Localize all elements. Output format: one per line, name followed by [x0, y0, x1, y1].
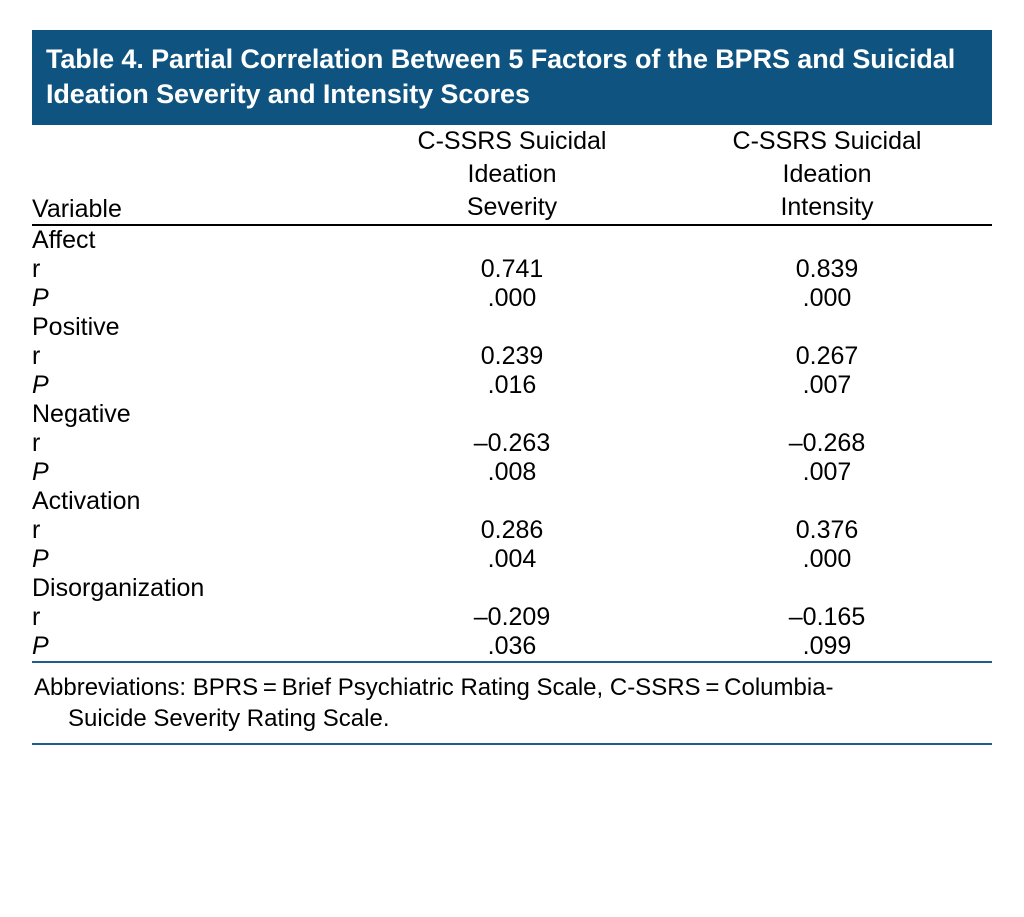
- value-r-intensity: 0.376: [795, 516, 859, 545]
- stat-label-p: P: [32, 371, 49, 400]
- group-label-disorganization: Disorganization: [32, 574, 205, 603]
- correlation-table: [32, 125, 992, 661]
- value-p-severity: .000: [487, 284, 537, 313]
- table-row: [32, 255, 992, 284]
- group-label-negative: Negative: [32, 400, 131, 429]
- stat-label-p: P: [32, 284, 49, 313]
- table-row: [32, 400, 992, 429]
- value-r-intensity: 0.839: [795, 255, 859, 284]
- value-r-severity: –0.263: [473, 429, 551, 458]
- table-row: [32, 458, 992, 487]
- table-row: [32, 429, 992, 458]
- table-header-row: [32, 125, 992, 225]
- stat-label-r: r: [32, 603, 41, 632]
- table-row: [32, 225, 992, 255]
- table-row: [32, 371, 992, 400]
- value-r-intensity: 0.267: [795, 342, 859, 371]
- footnote-line-2: Suicide Severity Rating Scale.: [68, 705, 390, 733]
- group-label-affect: Affect: [32, 226, 96, 255]
- table-row: [32, 516, 992, 545]
- value-p-severity: .016: [487, 371, 537, 400]
- value-r-severity: 0.286: [480, 516, 544, 545]
- value-p-intensity: .000: [802, 545, 852, 574]
- value-p-intensity: .000: [802, 284, 852, 313]
- value-p-severity: .036: [487, 632, 537, 661]
- column-header-variable: Variable: [32, 125, 362, 225]
- value-p-intensity: .007: [802, 458, 852, 487]
- value-p-severity: .008: [487, 458, 537, 487]
- table-row: [32, 574, 992, 603]
- column-header-severity-line2: Ideation: [467, 160, 557, 189]
- stat-label-p: P: [32, 458, 49, 487]
- group-label-positive: Positive: [32, 313, 120, 342]
- value-r-severity: –0.209: [473, 603, 551, 632]
- value-r-severity: 0.239: [480, 342, 544, 371]
- stat-label-r: r: [32, 429, 41, 458]
- column-header-intensity-line2: Ideation: [782, 160, 872, 189]
- table-row: [32, 284, 992, 313]
- stat-label-r: r: [32, 342, 41, 371]
- column-header-intensity-line3: Intensity: [780, 193, 874, 222]
- column-header-severity-line1: C-SSRS Suicidal: [417, 127, 607, 156]
- table-row: [32, 313, 992, 342]
- value-r-intensity: –0.268: [788, 429, 866, 458]
- stat-label-p: P: [32, 632, 49, 661]
- table-row: [32, 632, 992, 661]
- column-header-intensity-line1: C-SSRS Suicidal: [732, 127, 922, 156]
- table-row: [32, 487, 992, 516]
- table-footnote: [32, 663, 992, 743]
- table-container: [32, 30, 992, 745]
- table-bottom-rule: [32, 743, 992, 745]
- value-p-severity: .004: [487, 545, 537, 574]
- column-header-severity-line3: Severity: [466, 193, 558, 222]
- value-p-intensity: .007: [802, 371, 852, 400]
- value-p-intensity: .099: [802, 632, 852, 661]
- column-header-severity: [362, 125, 662, 225]
- table-title: Table 4. Partial Correlation Between 5 Factors of the BPRS and Suicidal Ideation Severity and Intensity Scores: [32, 30, 992, 125]
- table-row: [32, 603, 992, 632]
- stat-label-r: r: [32, 516, 41, 545]
- table-row: [32, 342, 992, 371]
- group-label-activation: Activation: [32, 487, 141, 516]
- column-header-intensity: [662, 125, 992, 225]
- footnote-line-1: Abbreviations: BPRS = Brief Psychiatric Rating Scale, C-SSRS = Columbia-: [34, 674, 834, 702]
- table-row: [32, 545, 992, 574]
- stat-label-p: P: [32, 545, 49, 574]
- value-r-severity: 0.741: [480, 255, 544, 284]
- stat-label-r: r: [32, 255, 41, 284]
- value-r-intensity: –0.165: [788, 603, 866, 632]
